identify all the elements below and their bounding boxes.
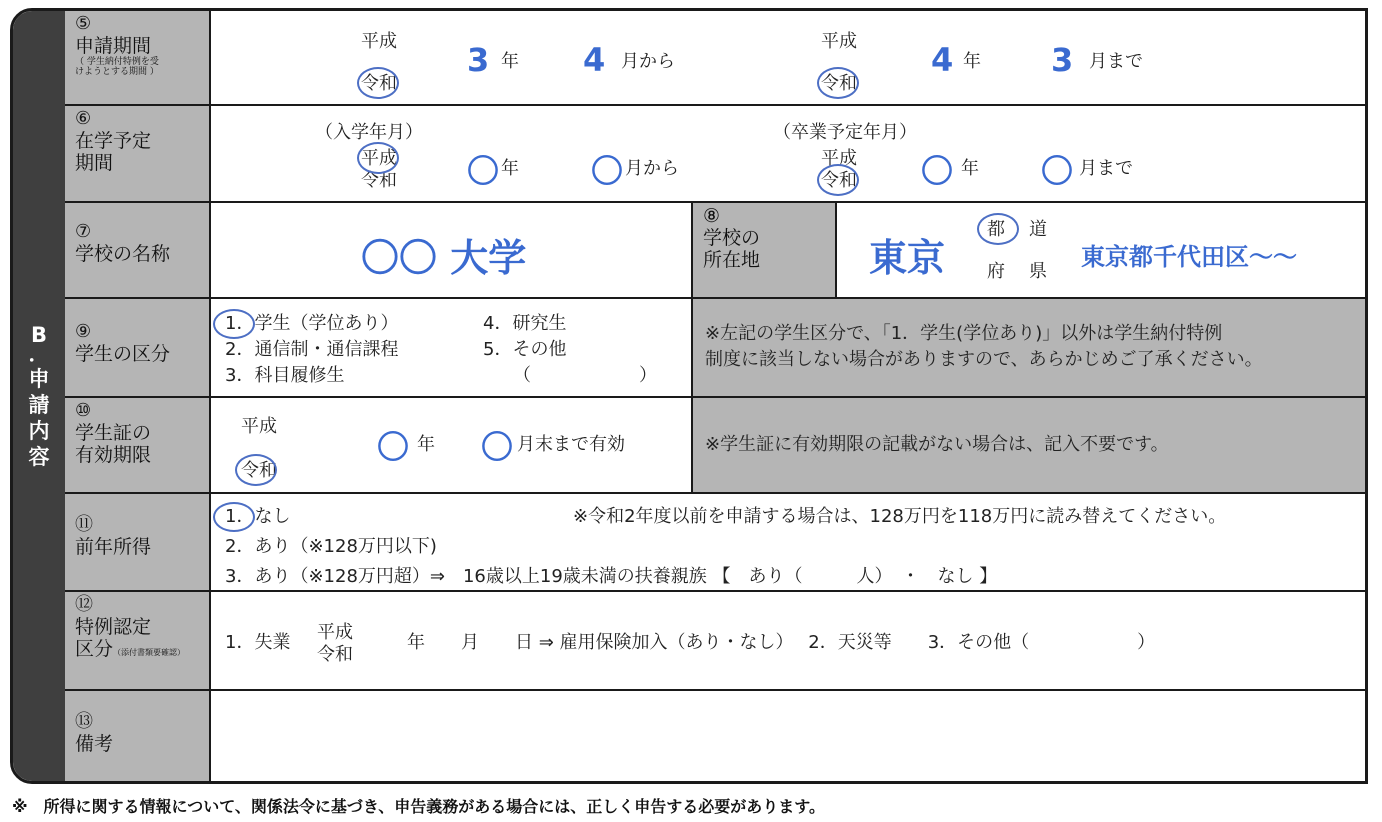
era-reiwa: 令和 bbox=[361, 73, 397, 94]
era-heisei: 平成 bbox=[317, 622, 353, 643]
row-student-id-expiry bbox=[65, 398, 1365, 494]
row-label: 学生の区分 bbox=[75, 343, 171, 365]
income-note: ※令和2年度以前を申請する場合は、128万円を118万円に読み替えてください。 bbox=[573, 506, 1227, 527]
end-month-value[interactable]: 3 bbox=[1051, 41, 1074, 79]
category-option-1[interactable]: 1．学生（学位あり） bbox=[225, 313, 399, 334]
category-option-2[interactable]: 2．通信制・通信課程 bbox=[225, 339, 399, 360]
era-reiwa: 令和 bbox=[821, 170, 857, 191]
school-name-value[interactable]: 〇〇 大学 bbox=[361, 236, 527, 280]
until-text: 月まで bbox=[1089, 51, 1143, 72]
other-blank[interactable]: （ ） bbox=[513, 365, 657, 386]
valid-until-text: 月末まで有効 bbox=[517, 434, 625, 455]
row-label: 有効期限 bbox=[75, 444, 152, 466]
income-option-2[interactable]: 2．あり（※128万円以下) bbox=[225, 536, 437, 557]
row-number: ⑨ bbox=[75, 321, 92, 342]
unemployment-option[interactable]: 1．失業 bbox=[225, 632, 291, 653]
section-char: 容 bbox=[28, 445, 50, 469]
row-label: 備考 bbox=[75, 733, 114, 755]
income-option-1[interactable]: 1．なし bbox=[225, 506, 291, 527]
label-student-id-expiry bbox=[65, 398, 211, 492]
expiry-note-panel bbox=[691, 398, 1365, 492]
remarks-field[interactable] bbox=[213, 691, 1365, 781]
label-student-category bbox=[65, 299, 211, 396]
row-previous-income bbox=[65, 494, 1365, 592]
section-char: 内 bbox=[28, 419, 50, 443]
year-unit: 年 bbox=[963, 51, 981, 72]
category-option-3[interactable]: 3．科目履修生 bbox=[225, 365, 345, 386]
label-previous-income bbox=[65, 494, 211, 590]
era-reiwa: 令和 bbox=[361, 170, 397, 191]
section-title-b bbox=[13, 11, 65, 781]
row-number: ⑧ bbox=[703, 205, 721, 227]
row-label: 特例認定 bbox=[75, 616, 152, 638]
row-label: 学校の bbox=[703, 227, 761, 249]
year-unit: 年 bbox=[501, 158, 519, 179]
row-label: 期間 bbox=[75, 152, 114, 174]
era-heisei: 平成 bbox=[361, 31, 397, 52]
category-option-5[interactable]: 5．その他 bbox=[483, 339, 567, 360]
section-char: 請 bbox=[28, 393, 50, 417]
selected-circle bbox=[213, 309, 255, 339]
row-enrollment-period bbox=[65, 106, 1365, 203]
row-label: 区分 bbox=[75, 638, 114, 660]
row-application-period bbox=[65, 11, 1365, 106]
year-unit: 年 bbox=[961, 158, 979, 179]
era-heisei: 平成 bbox=[241, 416, 277, 437]
prefecture-value[interactable]: 東京 bbox=[869, 236, 946, 280]
row-label: 学校の名称 bbox=[75, 243, 171, 265]
section-letter: B bbox=[30, 323, 47, 347]
label-remarks bbox=[65, 691, 211, 781]
selected-circle bbox=[817, 67, 859, 99]
suffix-do: 道 bbox=[1029, 219, 1047, 240]
until-text: 月まで bbox=[1079, 158, 1133, 179]
row-sublabel: （添付書類要確認） bbox=[113, 648, 186, 657]
row-number: ⑬ bbox=[75, 711, 93, 732]
label-enrollment-period bbox=[65, 106, 211, 201]
row-remarks bbox=[65, 691, 1365, 781]
label-school-name bbox=[65, 203, 211, 297]
section-char: 申 bbox=[28, 367, 50, 391]
from-text: 月から bbox=[621, 51, 675, 72]
address-value[interactable]: 東京都千代田区～～ bbox=[1081, 243, 1297, 271]
era-reiwa: 令和 bbox=[317, 644, 353, 665]
suffix-fu: 府 bbox=[987, 261, 1005, 282]
label-special-category bbox=[65, 592, 211, 689]
end-year-value[interactable]: 4 bbox=[931, 41, 954, 79]
row-number: ⑪ bbox=[75, 514, 93, 535]
row-number: ⑫ bbox=[75, 594, 93, 615]
era-reiwa: 令和 bbox=[821, 73, 857, 94]
row-special-category bbox=[65, 592, 1365, 691]
special-category-line[interactable]: 年 月 日 ⇒ 雇用保険加入（あり・なし） 2．天災等 3．その他（ ） bbox=[407, 632, 1156, 653]
row-number: ⑦ bbox=[75, 221, 92, 242]
start-year-value[interactable]: 3 bbox=[467, 41, 490, 79]
row-number: ⑥ bbox=[75, 108, 92, 129]
from-text: 月から bbox=[625, 158, 679, 179]
era-heisei: 平成 bbox=[361, 148, 397, 169]
row-label: 前年所得 bbox=[75, 536, 152, 558]
label-school-location bbox=[691, 203, 837, 297]
year-unit: 年 bbox=[501, 51, 519, 72]
row-number: ⑩ bbox=[75, 400, 92, 421]
graduation-caption: （卒業予定年月） bbox=[773, 122, 917, 143]
label-application-period bbox=[65, 11, 211, 104]
selected-circle bbox=[235, 454, 277, 486]
row-school bbox=[65, 203, 1365, 299]
application-form bbox=[10, 8, 1368, 784]
row-label: 申請期間 bbox=[75, 35, 152, 57]
blank-year-mark[interactable]: 〇 bbox=[377, 428, 410, 466]
row-sublabel: けようとする期間 ） bbox=[75, 67, 159, 77]
suffix-ken: 県 bbox=[1029, 261, 1047, 282]
era-heisei: 平成 bbox=[821, 31, 857, 52]
selected-circle bbox=[213, 502, 255, 532]
category-option-4[interactable]: 4．研究生 bbox=[483, 313, 567, 334]
selected-circle bbox=[977, 213, 1019, 245]
blank-month-mark[interactable]: 〇 bbox=[1041, 152, 1074, 190]
row-number: ⑤ bbox=[75, 13, 92, 34]
row-sublabel: （ 学生納付特例を受 bbox=[75, 57, 159, 67]
enrollment-caption: （入学年月） bbox=[315, 122, 423, 143]
blank-month-mark[interactable]: 〇 bbox=[591, 152, 624, 190]
income-option-3[interactable]: 3．あり（※128万円超）⇒ 16歳以上19歳未満の扶養親族 【 あり（ 人） ・ なし 】 bbox=[225, 566, 998, 587]
row-label: 学生証の bbox=[75, 422, 152, 444]
start-month-value[interactable]: 4 bbox=[583, 41, 606, 79]
row-label: 在学予定 bbox=[75, 130, 152, 152]
section-dot: ． bbox=[28, 342, 50, 366]
suffix-to: 都 bbox=[987, 219, 1005, 240]
footer-note: ※ 所得に関する情報について、関係法令に基づき、申告義務がある場合には、正しく申告する必要があります。 bbox=[12, 797, 825, 816]
selected-circle bbox=[357, 67, 399, 99]
row-student-category bbox=[65, 299, 1365, 398]
blank-year-mark[interactable]: 〇 bbox=[467, 152, 500, 190]
selected-circle bbox=[357, 142, 399, 174]
category-note-panel bbox=[691, 299, 1365, 396]
blank-month-mark[interactable]: 〇 bbox=[481, 428, 514, 466]
row-label: 所在地 bbox=[703, 249, 761, 271]
era-reiwa: 令和 bbox=[241, 460, 277, 481]
category-note: 制度に該当しない場合がありますので、あらかじめご了承ください。 bbox=[705, 349, 1263, 370]
blank-year-mark[interactable]: 〇 bbox=[921, 152, 954, 190]
selected-circle bbox=[817, 164, 859, 196]
expiry-note: ※学生証に有効期限の記載がない場合は、記入不要です。 bbox=[705, 434, 1169, 455]
year-unit: 年 bbox=[417, 434, 435, 455]
category-note: ※左記の学生区分で、「1．学生(学位あり)」以外は学生納付特例 bbox=[705, 323, 1223, 344]
era-heisei: 平成 bbox=[821, 148, 857, 169]
